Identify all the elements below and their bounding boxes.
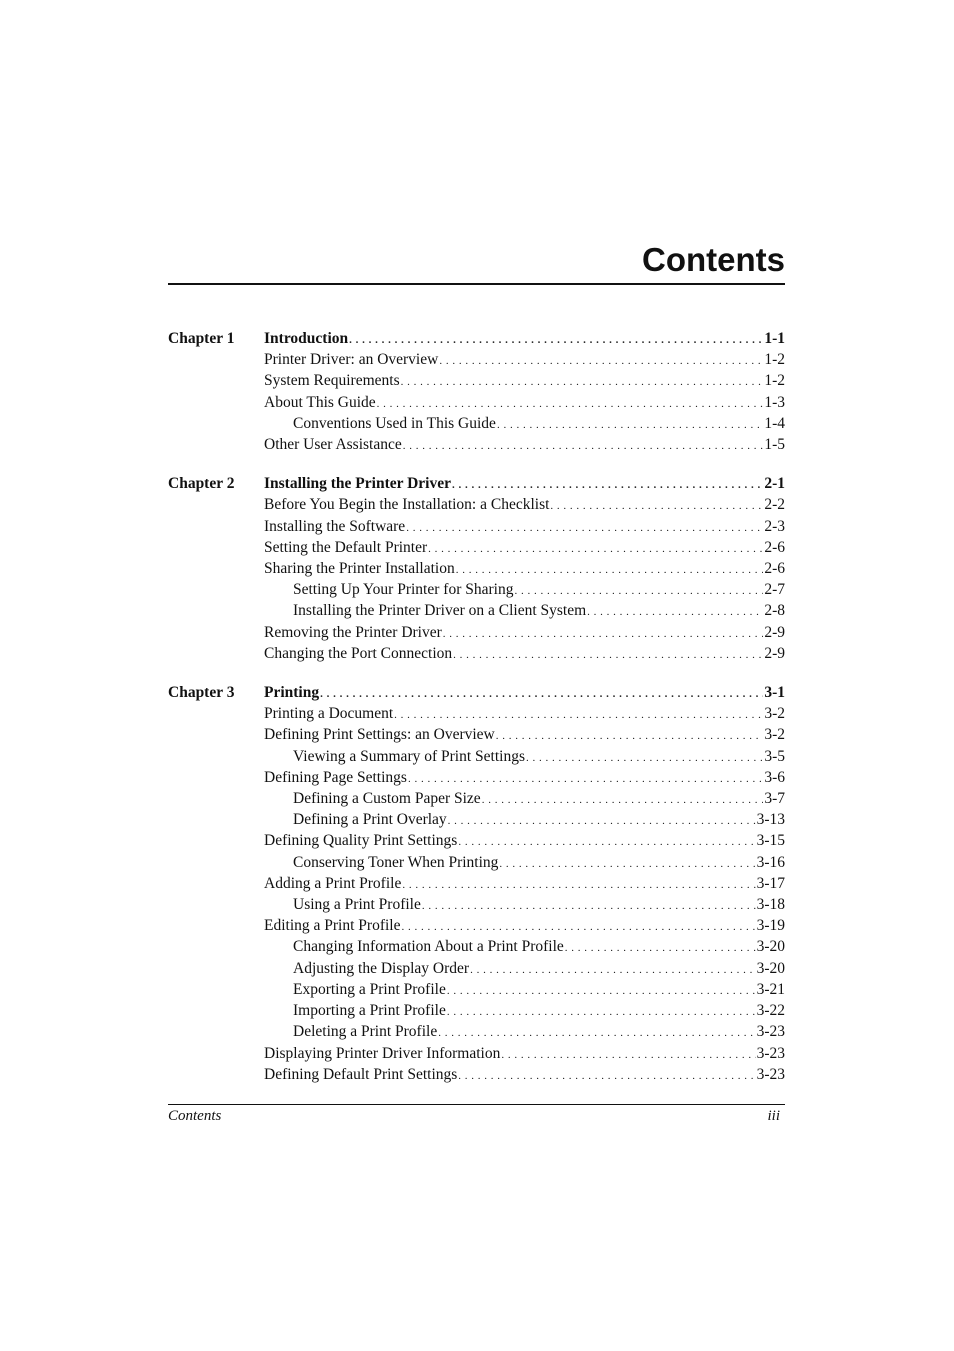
toc-entry-title: Adding a Print Profile bbox=[264, 874, 402, 892]
toc-entry-page: 1-5 bbox=[764, 436, 785, 454]
toc-entry[interactable] bbox=[264, 895, 785, 916]
toc-entry[interactable] bbox=[264, 393, 785, 414]
toc-entry-page: 2-1 bbox=[764, 475, 785, 493]
toc-entry-page: 3-20 bbox=[756, 938, 785, 956]
toc-chapter-heading[interactable] bbox=[264, 474, 785, 495]
dot-leader bbox=[453, 646, 763, 665]
dot-leader bbox=[499, 855, 755, 874]
toc-entry-page: 2-7 bbox=[764, 581, 785, 599]
toc-entry-title: Adjusting the Display Order bbox=[293, 959, 470, 977]
toc-entry[interactable] bbox=[264, 559, 785, 580]
footer-page-number: iii bbox=[767, 1108, 780, 1124]
toc-entry-page: 1-3 bbox=[764, 393, 785, 411]
title-divider bbox=[168, 283, 785, 285]
toc-entry-page: 2-9 bbox=[764, 623, 785, 641]
toc-entry-page: 3-19 bbox=[756, 917, 785, 935]
toc-entry-title: System Requirements bbox=[264, 372, 400, 390]
dot-leader bbox=[349, 331, 763, 350]
toc-entry-page: 1-4 bbox=[764, 414, 785, 432]
toc-entry-title: Defining Default Print Settings bbox=[264, 1065, 458, 1083]
toc-entry[interactable] bbox=[264, 704, 785, 725]
toc-entry-title: Printing bbox=[264, 684, 320, 702]
dot-leader bbox=[447, 982, 756, 1001]
toc-entry-page: 2-2 bbox=[764, 496, 785, 514]
dot-leader bbox=[408, 770, 763, 789]
toc-entry-title: Deleting a Print Profile bbox=[293, 1023, 438, 1041]
toc-entry[interactable] bbox=[264, 601, 785, 622]
dot-leader bbox=[514, 582, 763, 601]
toc-entry-page: 3-13 bbox=[756, 811, 785, 829]
toc-entry-page: 2-3 bbox=[764, 517, 785, 535]
dot-leader bbox=[470, 961, 756, 980]
toc-entry-page: 3-5 bbox=[764, 747, 785, 765]
dot-leader bbox=[401, 918, 755, 937]
toc-entry[interactable] bbox=[264, 435, 785, 456]
dot-leader bbox=[452, 476, 763, 495]
toc-entry-title: Introduction bbox=[264, 330, 349, 347]
toc-entry-title: Removing the Printer Driver bbox=[264, 623, 442, 641]
chapter-entries bbox=[264, 329, 785, 456]
toc-entry-page: 3-7 bbox=[764, 790, 785, 808]
toc-entry-title: Displaying Printer Driver Information bbox=[264, 1044, 501, 1062]
chapter-label: Chapter 1 bbox=[168, 330, 235, 347]
dot-leader bbox=[377, 395, 764, 414]
toc-entry-page: 3-2 bbox=[764, 726, 785, 744]
toc-entry-page: 3-6 bbox=[764, 768, 785, 786]
toc-entry-page: 3-2 bbox=[764, 705, 785, 723]
toc-entry-title: Other User Assistance bbox=[264, 436, 402, 454]
toc-entry-title: Installing the Printer Driver on a Client System bbox=[293, 602, 587, 620]
toc-entry[interactable] bbox=[264, 538, 785, 559]
dot-leader bbox=[550, 497, 763, 516]
toc-entry-page: 1-2 bbox=[764, 351, 785, 369]
toc-entry-page: 3-18 bbox=[756, 896, 785, 914]
dot-leader bbox=[394, 706, 763, 725]
footer-section-label: Contents bbox=[168, 1108, 222, 1124]
dot-leader bbox=[422, 897, 756, 916]
dot-leader bbox=[497, 416, 763, 435]
toc-entry-title: Installing the Software bbox=[264, 517, 406, 535]
toc-entry[interactable] bbox=[264, 517, 785, 538]
toc-entry[interactable] bbox=[264, 1065, 785, 1086]
dot-leader bbox=[401, 373, 764, 392]
toc-entry-title: Defining a Custom Paper Size bbox=[293, 790, 481, 808]
toc-entry-page: 3-21 bbox=[756, 980, 785, 998]
toc-entry[interactable] bbox=[264, 937, 785, 958]
dot-leader bbox=[565, 939, 756, 958]
toc-entry-page: 3-23 bbox=[756, 1065, 785, 1083]
toc-entry[interactable] bbox=[264, 1022, 785, 1043]
toc-entry[interactable] bbox=[264, 980, 785, 1001]
toc-entry[interactable] bbox=[264, 789, 785, 810]
toc-entry-title: Printing a Document bbox=[264, 705, 394, 723]
toc-entry-title: Conserving Toner When Printing bbox=[293, 853, 499, 871]
toc-entry-title: Viewing a Summary of Print Settings bbox=[293, 747, 525, 765]
toc-entry-page: 1-1 bbox=[764, 330, 785, 347]
toc-entry[interactable] bbox=[264, 725, 785, 746]
toc-entry[interactable] bbox=[264, 853, 785, 874]
toc-entry-title: Editing a Print Profile bbox=[264, 917, 401, 935]
toc-entry-title: Exporting a Print Profile bbox=[293, 980, 446, 998]
table-of-contents bbox=[168, 329, 785, 1104]
toc-entry-page: 2-6 bbox=[764, 560, 785, 578]
dot-leader bbox=[320, 685, 763, 704]
toc-entry-title: Setting Up Your Printer for Sharing bbox=[293, 581, 514, 599]
dot-leader bbox=[439, 352, 763, 371]
toc-entry-page: 1-2 bbox=[764, 372, 785, 390]
toc-entry-title: Before You Begin the Installation: a Checklist bbox=[264, 496, 550, 514]
toc-entry[interactable] bbox=[264, 916, 785, 937]
dot-leader bbox=[428, 540, 763, 559]
toc-entry-title: Defining Print Settings: an Overview bbox=[264, 726, 495, 744]
toc-entry-title: Using a Print Profile bbox=[293, 896, 421, 914]
toc-entry[interactable] bbox=[264, 768, 785, 789]
dot-leader bbox=[406, 519, 763, 538]
toc-entry[interactable] bbox=[264, 959, 785, 980]
chapter-label: Chapter 3 bbox=[168, 684, 235, 702]
dot-leader bbox=[447, 1003, 756, 1022]
toc-entry[interactable] bbox=[264, 414, 785, 435]
toc-entry-title: Printer Driver: an Overview bbox=[264, 351, 439, 369]
dot-leader bbox=[443, 625, 764, 644]
toc-entry-page: 3-16 bbox=[756, 853, 785, 871]
dot-leader bbox=[438, 1024, 755, 1043]
toc-entry-page: 3-15 bbox=[756, 832, 785, 850]
toc-entry-page: 3-23 bbox=[756, 1023, 785, 1041]
toc-entry-page: 3-17 bbox=[756, 874, 785, 892]
toc-entry[interactable] bbox=[264, 831, 785, 852]
toc-entry-page: 3-22 bbox=[756, 1002, 785, 1020]
toc-chapter bbox=[168, 474, 785, 665]
toc-entry-title: Changing the Port Connection bbox=[264, 644, 453, 662]
toc-entry[interactable] bbox=[264, 623, 785, 644]
toc-chapter bbox=[168, 683, 785, 1086]
dot-leader bbox=[402, 876, 755, 895]
toc-entry[interactable] bbox=[264, 580, 785, 601]
dot-leader bbox=[403, 437, 764, 456]
toc-entry-title: Setting the Default Printer bbox=[264, 538, 428, 556]
dot-leader bbox=[456, 561, 764, 580]
toc-entry[interactable] bbox=[264, 644, 785, 665]
toc-entry-title: Defining Page Settings bbox=[264, 768, 407, 786]
page-title: Contents bbox=[642, 241, 785, 278]
footer-divider bbox=[168, 1104, 785, 1105]
chapter-entries bbox=[264, 683, 785, 1086]
dot-leader bbox=[501, 1046, 755, 1065]
toc-entry-page: 3-20 bbox=[756, 959, 785, 977]
toc-entry[interactable] bbox=[264, 371, 785, 392]
toc-entry[interactable] bbox=[264, 1044, 785, 1065]
toc-entry[interactable] bbox=[264, 1001, 785, 1022]
toc-entry-page: 3-1 bbox=[764, 684, 785, 702]
toc-entry[interactable] bbox=[264, 874, 785, 895]
toc-entry-page: 2-6 bbox=[764, 538, 785, 556]
toc-entry[interactable] bbox=[264, 747, 785, 768]
toc-entry[interactable] bbox=[264, 810, 785, 831]
toc-entry-title: About This Guide bbox=[264, 393, 376, 411]
toc-entry-page: 3-23 bbox=[756, 1044, 785, 1062]
dot-leader bbox=[458, 833, 755, 852]
toc-entry-title: Defining Quality Print Settings bbox=[264, 832, 458, 850]
toc-entry-title: Importing a Print Profile bbox=[293, 1002, 446, 1020]
toc-entry-title: Installing the Printer Driver bbox=[264, 475, 451, 493]
dot-leader bbox=[526, 749, 763, 768]
toc-chapter-heading[interactable] bbox=[264, 683, 785, 704]
dot-leader bbox=[458, 1067, 755, 1086]
toc-entry[interactable] bbox=[264, 495, 785, 516]
toc-entry-page: 2-8 bbox=[764, 602, 785, 620]
toc-chapter bbox=[168, 329, 785, 456]
toc-entry-title: Defining a Print Overlay bbox=[293, 811, 447, 829]
dot-leader bbox=[496, 727, 764, 746]
toc-entry[interactable] bbox=[264, 350, 785, 371]
dot-leader bbox=[448, 812, 756, 831]
toc-entry-page: 2-9 bbox=[764, 644, 785, 662]
dot-leader bbox=[482, 791, 764, 810]
toc-entry-title: Sharing the Printer Installation bbox=[264, 560, 455, 578]
dot-leader bbox=[587, 603, 763, 622]
toc-entry-title: Conventions Used in This Guide bbox=[293, 414, 496, 432]
toc-chapter-heading[interactable] bbox=[264, 329, 785, 350]
toc-entry-title: Changing Information About a Print Profile bbox=[293, 938, 564, 956]
chapter-entries bbox=[264, 474, 785, 665]
chapter-label: Chapter 2 bbox=[168, 475, 235, 493]
